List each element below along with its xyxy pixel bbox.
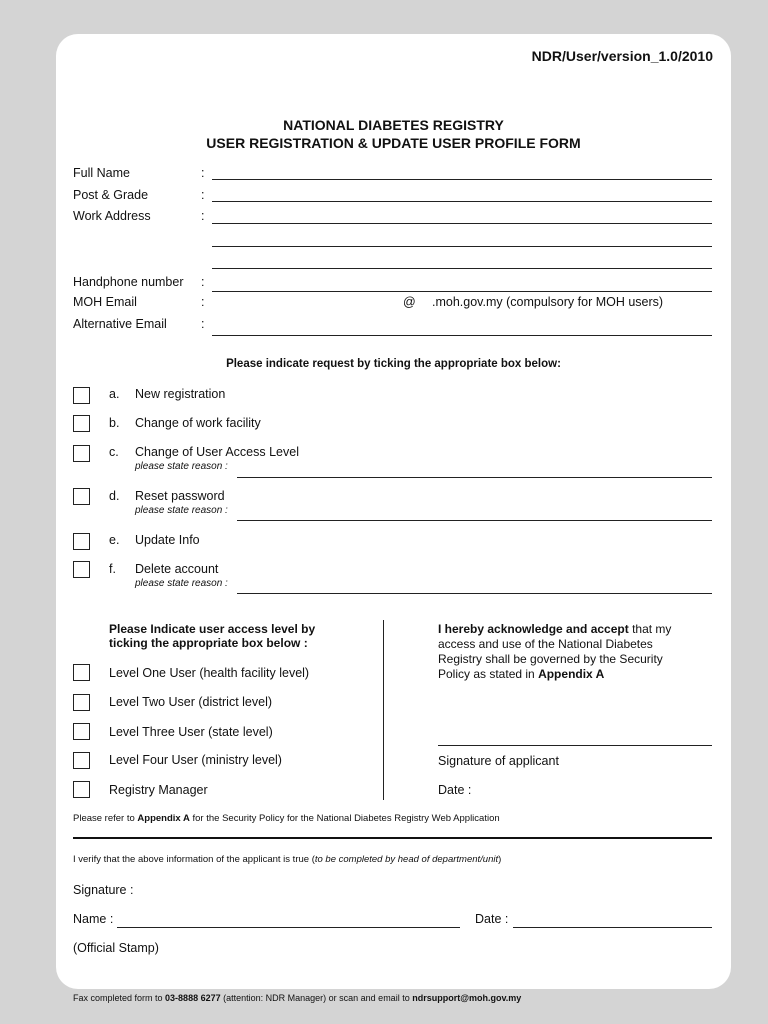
- colon: :: [201, 188, 205, 202]
- request-label-new: New registration: [135, 387, 226, 401]
- request-heading: Please indicate request by ticking the appropriate box below:: [226, 358, 561, 370]
- request-letter: d.: [109, 489, 120, 503]
- official-stamp-label: (Official Stamp): [73, 941, 159, 955]
- access-heading-line2: ticking the appropriate box below :: [109, 636, 308, 650]
- reason-label: please state reason :: [135, 578, 228, 589]
- request-checkbox-reset-password[interactable]: [73, 488, 90, 505]
- form-title-line2: USER REGISTRATION & UPDATE USER PROFILE FORM: [206, 135, 581, 151]
- reason-label: please state reason :: [135, 461, 228, 472]
- access-label-registry-manager: Registry Manager: [109, 783, 208, 797]
- applicant-signature-label: Signature of applicant: [438, 754, 559, 768]
- head-date-field[interactable]: [513, 927, 712, 928]
- full-name-field[interactable]: [212, 179, 712, 180]
- colon: :: [201, 166, 205, 180]
- post-grade-field[interactable]: [212, 201, 712, 202]
- colon: :: [201, 317, 205, 331]
- at-sign: @: [403, 295, 416, 309]
- footer-note: [73, 993, 521, 1003]
- full-name-label: Full Name: [73, 166, 130, 180]
- verify-italic: to be completed by head of department/unit: [314, 854, 499, 865]
- applicant-date-label: Date :: [438, 783, 472, 797]
- access-label-level-four: Level Four User (ministry level): [109, 753, 282, 767]
- access-checkbox-level-three[interactable]: [73, 723, 90, 740]
- request-checkbox-access-level[interactable]: [73, 445, 90, 462]
- acknowledge-line2: access and use of the National Diabetes: [438, 637, 653, 651]
- acknowledge-text-1: that my: [628, 622, 672, 636]
- head-signature-label: Signature :: [73, 883, 134, 897]
- footer-email: ndrsupport@moh.gov.my: [412, 993, 522, 1003]
- form-version: NDR/User/version_1.0/2010: [531, 48, 713, 64]
- work-address-label: Work Address: [73, 209, 151, 223]
- verify-pre: I verify that the above information of the applicant is true (: [73, 854, 315, 865]
- request-letter: f.: [109, 562, 116, 576]
- request-letter: e.: [109, 533, 120, 547]
- work-address-field-2[interactable]: [212, 246, 712, 247]
- work-address-field-3[interactable]: [212, 268, 712, 269]
- refer-note-appendix: Appendix A: [137, 813, 190, 824]
- request-label-facility: Change of work facility: [135, 416, 261, 430]
- form-title-line1: NATIONAL DIABETES REGISTRY: [283, 117, 504, 133]
- footer-pre: Fax completed form to: [73, 993, 166, 1003]
- applicant-signature-field[interactable]: [438, 745, 712, 746]
- request-checkbox-delete-account[interactable]: [73, 561, 90, 578]
- refer-note-post: for the Security Policy for the National Diabetes Registry Web Application: [189, 813, 500, 824]
- post-grade-label: Post & Grade: [73, 188, 149, 202]
- moh-email-label: MOH Email: [73, 295, 137, 309]
- reason-field-access-level[interactable]: [237, 477, 712, 478]
- request-label-delete-account: Delete account: [135, 562, 219, 576]
- head-name-field[interactable]: [117, 927, 460, 928]
- access-label-level-two: Level Two User (district level): [109, 695, 273, 709]
- head-date-label: Date :: [475, 912, 509, 926]
- head-name-label: Name :: [73, 912, 114, 926]
- work-address-field-1[interactable]: [212, 223, 712, 224]
- footer-mid: (attention: NDR Manager) or scan and email to: [220, 993, 413, 1003]
- request-label-access-level: Change of User Access Level: [135, 445, 299, 459]
- alt-email-field[interactable]: [212, 335, 712, 336]
- acknowledge-line4: Policy as stated in: [438, 667, 539, 681]
- access-checkbox-level-four[interactable]: [73, 752, 90, 769]
- request-label-update-info: Update Info: [135, 533, 200, 547]
- access-checkbox-level-two[interactable]: [73, 694, 90, 711]
- verify-statement: [73, 854, 501, 865]
- request-label-reset-password: Reset password: [135, 489, 225, 503]
- colon: :: [201, 275, 205, 289]
- acknowledge-line3: Registry shall be governed by the Security: [438, 652, 663, 666]
- request-letter: c.: [109, 445, 119, 459]
- acknowledge-bold: I hereby acknowledge and accept: [438, 622, 629, 636]
- refer-note-pre: Please refer to: [73, 813, 138, 824]
- form-page: [56, 34, 731, 989]
- handphone-label: Handphone number: [73, 275, 184, 289]
- footer-fax: 03-8888 6277: [165, 993, 221, 1003]
- access-label-level-three: Level Three User (state level): [109, 725, 273, 739]
- reason-field-reset-password[interactable]: [237, 520, 712, 521]
- request-checkbox-update-info[interactable]: [73, 533, 90, 550]
- refer-note: [73, 813, 500, 824]
- access-checkbox-registry-manager[interactable]: [73, 781, 90, 798]
- moh-email-suffix: .moh.gov.my (compulsory for MOH users): [432, 295, 664, 309]
- request-checkbox-new[interactable]: [73, 387, 90, 404]
- request-checkbox-facility[interactable]: [73, 415, 90, 432]
- reason-label: please state reason :: [135, 505, 228, 516]
- colon: :: [201, 209, 205, 223]
- reason-field-delete-account[interactable]: [237, 593, 712, 594]
- request-letter: b.: [109, 416, 120, 430]
- column-divider: [383, 620, 384, 800]
- alt-email-label: Alternative Email: [73, 317, 167, 331]
- handphone-field[interactable]: [212, 291, 712, 292]
- appendix-a-ref: Appendix A: [538, 667, 605, 681]
- section-divider: [73, 837, 712, 839]
- acknowledge-text: [438, 622, 708, 682]
- access-heading-line1: Please Indicate user access level by: [109, 622, 316, 636]
- access-checkbox-level-one[interactable]: [73, 664, 90, 681]
- verify-post: ): [498, 854, 502, 865]
- access-label-level-one: Level One User (health facility level): [109, 666, 310, 680]
- request-letter: a.: [109, 387, 120, 401]
- colon: :: [201, 295, 205, 309]
